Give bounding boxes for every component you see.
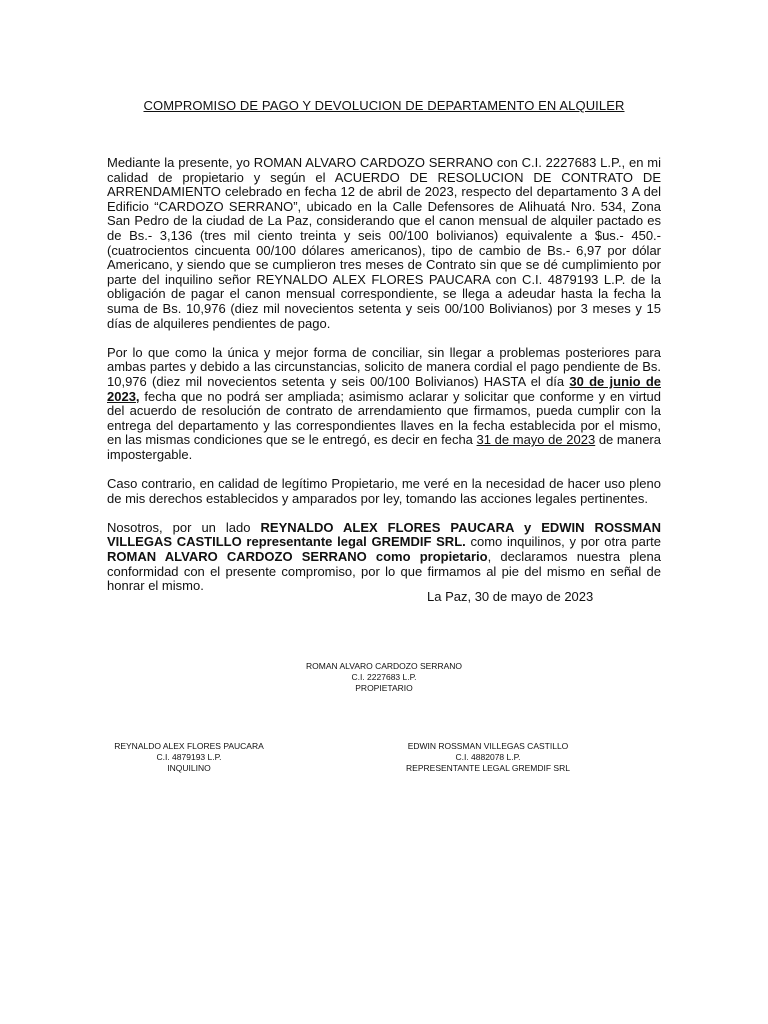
paragraph-2: [107, 346, 661, 463]
signature-id: C.I. 4879193 L.P.: [156, 752, 222, 762]
paragraph-4-text-c: , declaramos nuestra plena conformidad con el presente compromiso, por lo que firmamos al pie del mismo en señal de honrar el mismo.: [107, 549, 661, 594]
paragraph-2-text-b: fecha que no podrá ser ampliada; asimismo aclarar y solicitar que conforme y en virtud del acuerdo de resolución de contrato de arrendamiento que firmamos, pueda cumplir con la entrega del departamento y las correspondientes llaves en la fecha establecida por el mismo, en las mismas condiciones que se le entregó, es decir en fecha: [107, 388, 661, 448]
place-and-date: La Paz, 30 de mayo de 2023: [427, 589, 594, 604]
signature-block-owner: [284, 661, 484, 694]
paragraph-3: Caso contrario, en calidad de legítimo Propietario, me veré en la necesidad de hacer uso pleno de mis derechos establecidos y amparados por ley, tomando las acciones legales pertinentes.: [107, 476, 661, 506]
paragraph-4: [107, 521, 661, 594]
paragraph-2-text-c: de manera impostergable.: [107, 432, 661, 462]
signature-name: ROMAN ALVARO CARDOZO SERRANO: [305, 661, 462, 671]
paragraph-2-comma: ,: [135, 388, 140, 404]
paragraph-4-text-a: Nosotros, por un lado: [107, 519, 261, 535]
signature-role: PROPIETARIO: [355, 683, 413, 693]
signature-role: INQUILINO: [167, 763, 211, 773]
paragraph-2-text-a: Por lo que como la única y mejor forma de conciliar, sin llegar a problemas posteriores para ambas partes y debido a las circunstancias, solicito de manera cordial el pago pendiente de Bs. 10,976 (diez mil novecientos setenta y seis 00/100 Bolivianos) HASTA el día: [107, 344, 661, 389]
document-body: [107, 156, 661, 608]
signature-block-legal-representative: [378, 741, 598, 774]
document-title: COMPROMISO DE PAGO Y DEVOLUCION DE DEPARTAMENTO EN ALQUILER: [143, 98, 625, 113]
paragraph-1: Mediante la presente, yo ROMAN ALVARO CARDOZO SERRANO con C.I. 2227683 L.P., en mi calidad de propietario y según el ACUERDO DE RESOLUCION DE CONTRATO DE ARRENDAMIENTO celebrado en fecha 12 de abril de 2023, respecto del departamento 3 A del Edificio “CARDOZO SERRANO”, ubicado en la Calle Defensores de Alihuatá Nro. 534, Zona San Pedro de la ciudad de La Paz, considerando que el canon mensual de alquiler pactado es de Bs.- 3,136 (tres mil ciento treinta y seis 00/100 bolivianos) equivalente a $us.- 450.- (cuatrocientos cincuenta 00/100 dólares americanos), tipo de cambio de Bs.- 6,97 por dólar Americano, y siendo que se cumplieron tres meses de Contrato sin que se dé cumplimiento por parte del inquilino señor REYNALDO ALEX FLORES PAUCARA con C.I. 4879193 L.P. de la obligación de pagar el canon mensual correspondiente, se llega a adeudar hasta la fecha la suma de Bs. 10,976 (diez mil novecientos setenta y seis 00/100 Bolivianos) por 3 meses y 15 días de alquileres pendientes de pago.: [107, 155, 661, 331]
signature-id: C.I. 4882078 L.P.: [455, 752, 521, 762]
owner-name: ROMAN ALVARO CARDOZO SERRANO como propietario: [107, 549, 488, 565]
payment-deadline-date: 30 de junio de 2023: [107, 373, 661, 404]
signature-id: C.I. 2227683 L.P.: [351, 672, 417, 682]
signature-role: REPRESENTANTE LEGAL GREMDIF SRL: [406, 763, 570, 773]
signature-name: EDWIN ROSSMAN VILLEGAS CASTILLO: [407, 741, 569, 751]
tenants-names: REYNALDO ALEX FLORES PAUCARA y EDWIN ROSSMAN VILLEGAS CASTILLO representante legal GREMDIF SRL.: [107, 519, 662, 550]
signature-block-tenant: [94, 741, 284, 774]
signature-name: REYNALDO ALEX FLORES PAUCARA: [114, 741, 264, 751]
delivery-date: 31 de mayo de 2023: [476, 432, 596, 448]
paragraph-4-text-b: como inquilinos, y por otra parte: [465, 534, 661, 550]
